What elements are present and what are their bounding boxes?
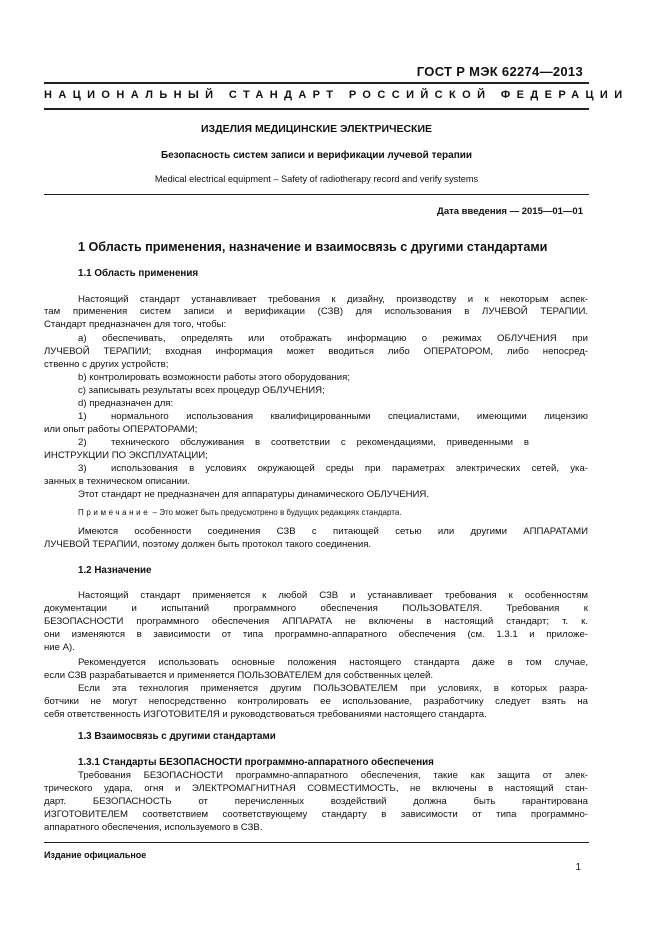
section-1-heading: 1 Область применения, назначение и взаимосвязь с другими стандартами xyxy=(78,240,548,254)
paragraph-line: если СЗВ разрабатывается и применяется ПОЛЬЗОВАТЕЛЕМ для собственных целей. xyxy=(44,670,434,681)
sub-item-3-cont: занных в техническом описании. xyxy=(44,476,191,487)
paragraph-line: Настоящий стандарт применяется к любой СЗВ и устанавливает требования к особенностям xyxy=(78,590,588,601)
paragraph-line: они изменяются в зависимости от типа программно-аппаратного обеспечения (см. 1.3.1 и приложе- xyxy=(44,629,588,640)
paragraph-line: себя ответственность ИЗГОТОВИТЕЛЯ и руководствоваться требованиями настоящего стандарта. xyxy=(44,709,487,720)
sub-item-1-number: 1) xyxy=(78,411,87,422)
standard-code: ГОСТ Р МЭК 62274—2013 xyxy=(416,64,583,79)
paragraph-line: дарт. БЕЗОПАСНОСТЬ от перечисленных воздействий должна быть гарантирована xyxy=(44,796,588,807)
title-rule xyxy=(44,194,589,195)
note xyxy=(78,507,402,519)
edition-label: Издание официальное xyxy=(44,850,147,860)
paragraph-line: ЛУЧЕВОЙ ТЕРАПИИ, поэтому должен быть протокол такого соединения. xyxy=(44,539,372,550)
paragraph-line: ИЗГОТОВИТЕЛЕМ соответствием соответствующему стандарту в зависимости от типа программно- xyxy=(44,809,588,820)
paragraph-line: Стандарт предназначен для того, чтобы: xyxy=(44,319,227,330)
document-subtitle-en: Medical electrical equipment – Safety of radiotherapy record and verify systems xyxy=(154,174,479,184)
paragraph-line: там применения систем записи и верификации (СЗВ) для использования в ЛУЧЕВОЙ ТЕРАПИИ. xyxy=(44,306,588,317)
paragraph-line: Требования БЕЗОПАСНОСТИ программно-аппаратного обеспечения, такие как защита от элек- xyxy=(78,770,588,781)
header-rule-bottom xyxy=(44,108,589,110)
paragraph-line: Настоящий стандарт устанавливает требования к дизайну, производству и к некоторым аспек- xyxy=(78,294,588,305)
paragraph-line: ботчики не могут непосредственно контролировать ее использование, разработчику следует взять на xyxy=(44,696,588,707)
national-standard-banner: НАЦИОНАЛЬНЫЙ СТАНДАРТ РОССИЙСКОЙ ФЕДЕРАЦИИ xyxy=(44,89,629,101)
sub-item-1: нормального использования квалифицированными специалистами, имеющими лицензию xyxy=(111,411,588,422)
sub-item-3-number: 3) xyxy=(78,463,87,474)
sub-item-3: использования в условиях окружающей среды при параметрах электрических сетей, ука- xyxy=(111,463,588,474)
paragraph-line: Имеются особенности соединения СЗВ с питающей сетью или другими АППАРАТАМИ xyxy=(78,526,588,537)
list-item-a: a) обеспечивать, определять или отображать информацию о режимах ОБЛУЧЕНИЯ при xyxy=(78,333,588,344)
footer-rule xyxy=(44,842,589,843)
list-item-b: b) контролировать возможности работы этого оборудования; xyxy=(78,372,350,383)
note-text: – Это может быть предусмотрено в будущих редакциях стандарта. xyxy=(152,508,402,517)
list-item-c: c) записывать результаты всех процедур ОБЛУЧЕНИЯ; xyxy=(78,385,325,396)
paragraph-line: Если эта технология применяется другим ПОЛЬЗОВАТЕЛЕМ при условиях, в которых разра- xyxy=(78,683,588,694)
page-number: 1 xyxy=(575,862,581,873)
list-item-a-cont: ЛУЧЕВОЙ ТЕРАПИИ; входная информация может вводиться либо ОПЕРАТОРОМ, либо непосред- xyxy=(44,346,588,357)
paragraph-line: БЕЗОПАСНОСТИ программного обеспечения АППАРАТА не включены в настоящий стандарт; т. к. xyxy=(44,616,588,627)
sub-item-2-number: 2) xyxy=(78,437,87,448)
document-title: ИЗДЕЛИЯ МЕДИЦИНСКИЕ ЭЛЕКТРИЧЕСКИЕ xyxy=(200,123,433,135)
paragraph-line: аппаратного обеспечения, используемого в СЗВ. xyxy=(44,822,263,833)
paragraph-line: Этот стандарт не предназначен для аппаратуры динамического ОБЛУЧЕНИЯ. xyxy=(78,489,430,500)
paragraph-line: Рекомендуется использовать основные положения настоящего стандарта даже в том случае, xyxy=(78,657,588,668)
sub-item-2: технического обслуживания в соответствии с рекомендациями, приведенными в xyxy=(111,437,529,448)
sub-item-2-cont: ИНСТРУКЦИИ ПО ЭКСПЛУАТАЦИИ; xyxy=(44,450,208,461)
effective-date: Дата введения — 2015—01—01 xyxy=(437,206,583,217)
section-1-1-heading: 1.1 Область применения xyxy=(78,268,199,279)
note-label: Примечание xyxy=(78,508,151,517)
section-1-2-heading: 1.2 Назначение xyxy=(78,565,152,576)
sub-item-1-cont: или опыт работы ОПЕРАТОРАМИ; xyxy=(44,424,198,435)
header-rule-top xyxy=(44,82,589,84)
paragraph-line: трического удара, огня и ЭЛЕКТРОМАГНИТНАЯ СОВМЕСТИМОСТЬ, не включены в настоящий стан- xyxy=(44,783,588,794)
list-item-d: d) предназначен для: xyxy=(78,398,174,409)
section-1-3-heading: 1.3 Взаимосвязь с другими стандартами xyxy=(78,731,276,742)
section-1-3-1-heading: 1.3.1 Стандарты БЕЗОПАСНОСТИ программно-аппаратного обеспечения xyxy=(78,757,434,768)
list-item-a-cont: ственно с других устройств; xyxy=(44,359,169,370)
document-subtitle-ru: Безопасность систем записи и верификации лучевой терапии xyxy=(160,150,473,161)
paragraph-line: ние А). xyxy=(44,642,75,653)
paragraph-line: документации и испытаний программного обеспечения ПОЛЬЗОВАТЕЛЯ. Требования к xyxy=(44,603,588,614)
